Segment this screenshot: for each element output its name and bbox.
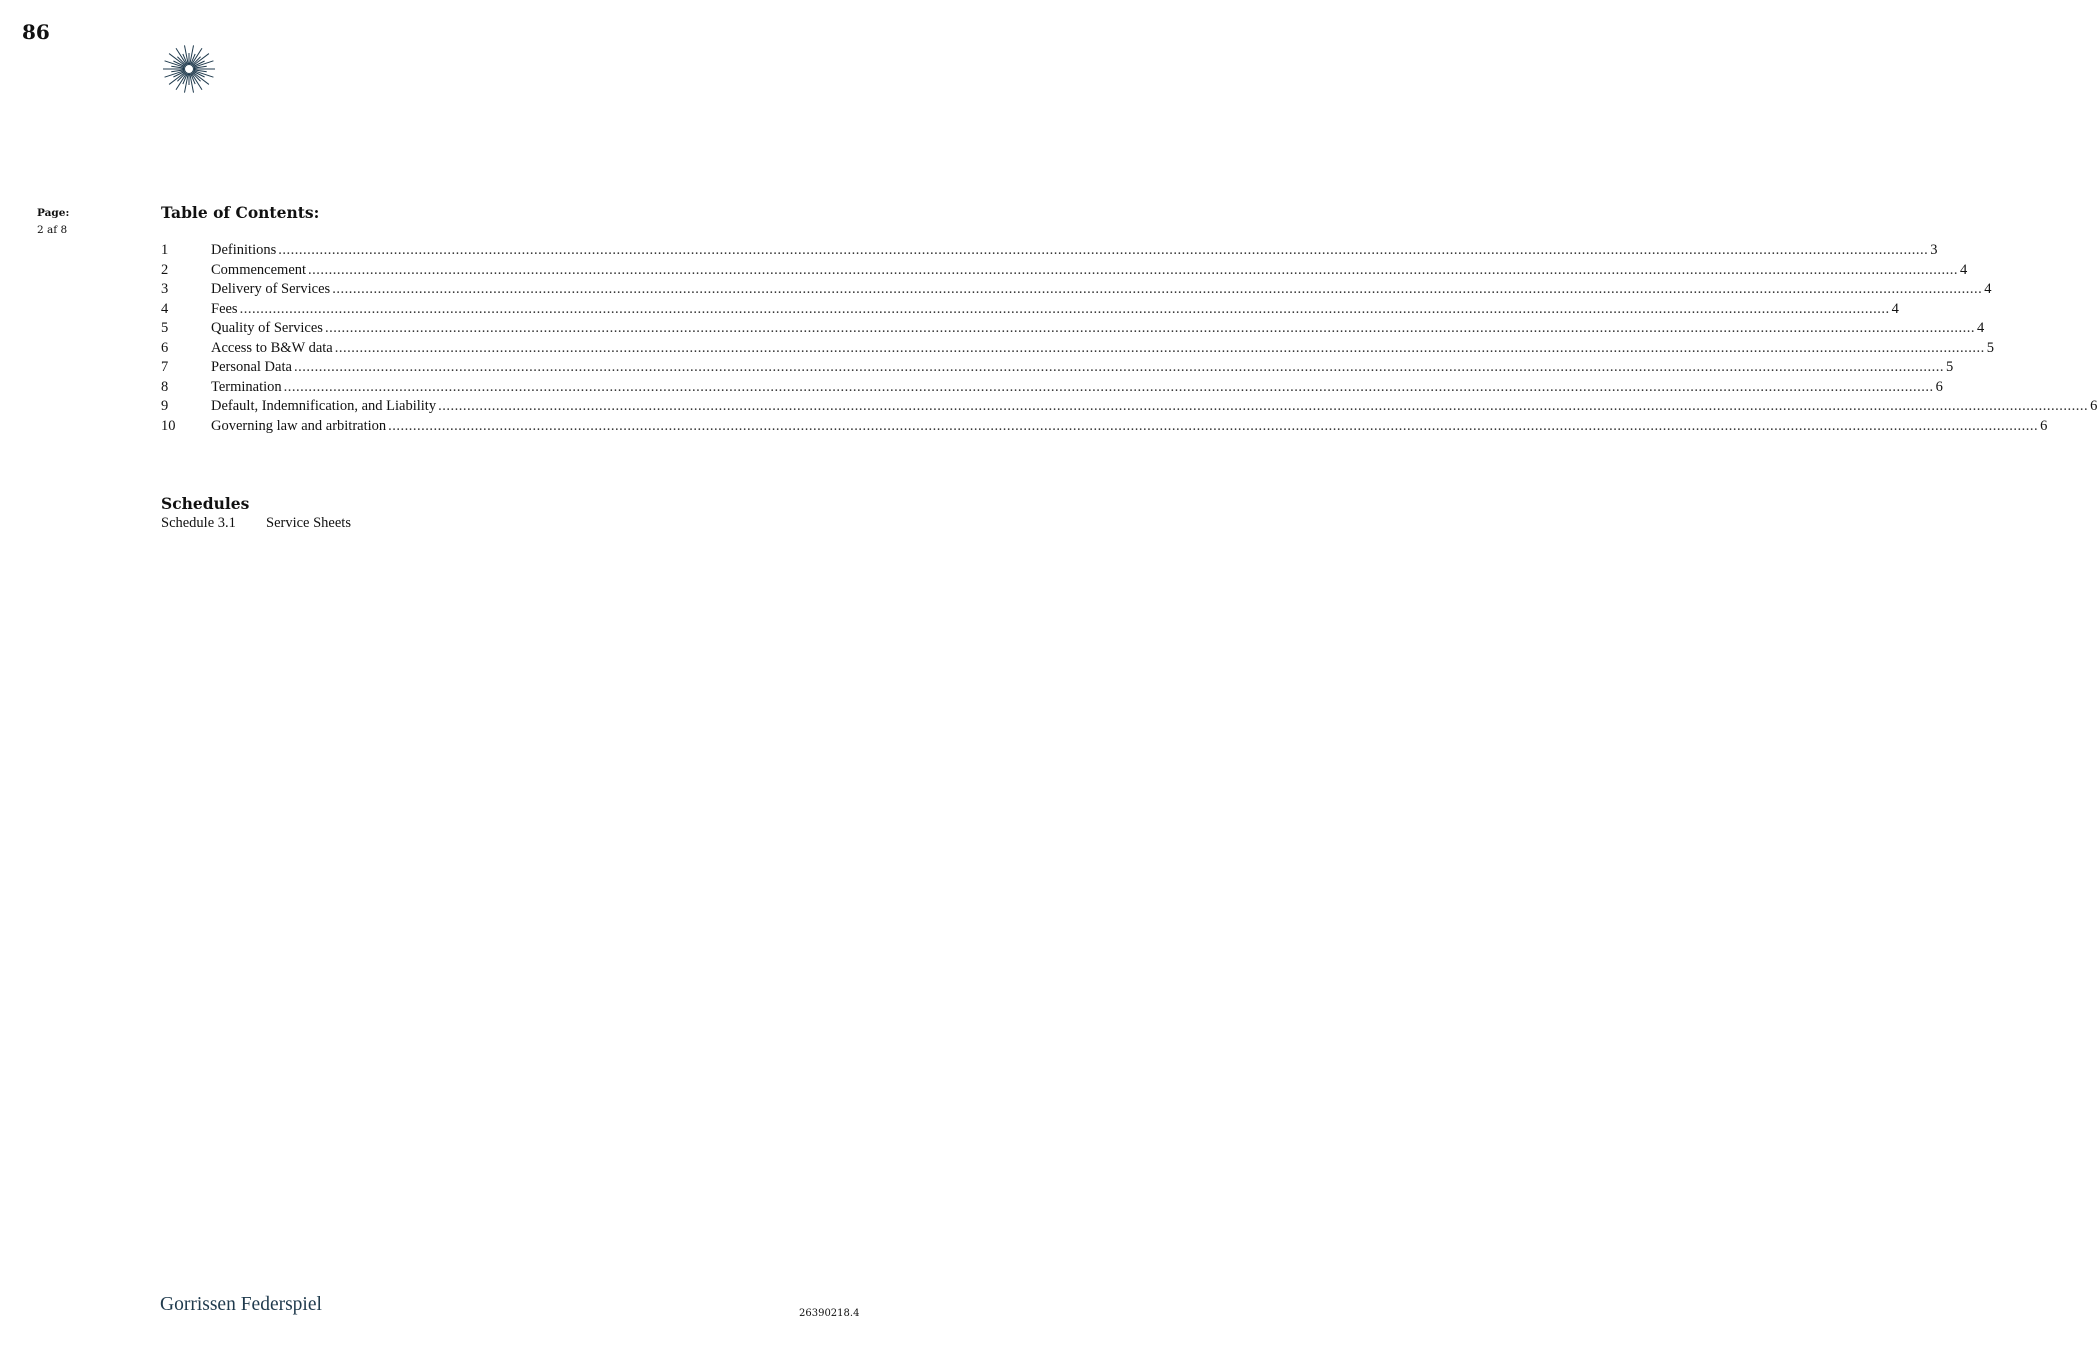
schedule-id: Schedule 3.1 [161, 515, 236, 531]
toc-leader-dots: ................................................................................................................................................................................................................................................................................................................................................................................................................ [388, 417, 2039, 434]
toc-entry-page: 3 [1930, 242, 1938, 258]
margin-page-value: 2 af 8 [37, 224, 68, 236]
toc-leader-dots: ................................................................................................................................................................................................................................................................................................................................................................................................................ [308, 261, 1959, 278]
toc-leader-dots: ................................................................................................................................................................................................................................................................................................................................................................................................................ [293, 359, 1944, 375]
toc-entry-page: 4 [1960, 261, 1968, 278]
toc-entry-number: 2 [161, 261, 169, 278]
toc-entry[interactable] [161, 242, 1938, 262]
margin-page-label: Page: [37, 207, 70, 219]
toc-leader-dots: ................................................................................................................................................................................................................................................................................................................................................................................................................ [278, 242, 1929, 258]
toc-entry-page: 6 [1935, 378, 1943, 395]
toc-entry-number: 5 [161, 320, 169, 336]
toc-entry-number: 10 [161, 417, 176, 434]
toc-entry-page: 6 [2090, 398, 2097, 414]
toc-entry-label: Quality of Services [211, 320, 323, 336]
toc-entry-number: 3 [161, 281, 169, 297]
toc-leader-dots: ................................................................................................................................................................................................................................................................................................................................................................................................................ [239, 300, 1890, 317]
page-number: 86 [22, 20, 50, 44]
toc-entry-label: Default, Indemnification, and Liability [211, 398, 437, 414]
toc-entry[interactable] [161, 398, 2097, 418]
toc-entry-number: 8 [161, 378, 169, 395]
toc-leader-dots: ................................................................................................................................................................................................................................................................................................................................................................................................................ [334, 339, 1985, 356]
schedule-label: Service Sheets [266, 515, 351, 531]
toc-title: Table of Contents: [161, 203, 320, 222]
toc-entry[interactable] [161, 261, 1968, 282]
schedules-title: Schedules [161, 494, 250, 513]
toc-entry[interactable] [161, 378, 1943, 399]
toc-leader-dots: ................................................................................................................................................................................................................................................................................................................................................................................................................ [438, 398, 2089, 414]
footer-brand: Gorrissen Federspiel [160, 1294, 322, 1315]
toc-entry[interactable] [161, 417, 2048, 438]
toc-entry[interactable] [161, 359, 1954, 379]
toc-entry[interactable] [161, 300, 1899, 321]
toc-entry-page: 5 [1986, 339, 1994, 356]
toc-leader-dots: ................................................................................................................................................................................................................................................................................................................................................................................................................ [324, 320, 1975, 336]
toc-entry-label: Definitions [211, 242, 277, 258]
toc-entry-number: 1 [161, 242, 169, 258]
toc-entry-number: 7 [161, 359, 169, 375]
toc-entry-page: 5 [1945, 359, 1954, 375]
toc-entry-number: 4 [161, 300, 169, 317]
document-reference: 26390218.4 [799, 1308, 860, 1319]
toc-list [161, 242, 2097, 437]
toc-leader-dots: ................................................................................................................................................................................................................................................................................................................................................................................................................ [283, 378, 1934, 395]
toc-entry-number: 9 [161, 398, 169, 414]
toc-entry-number: 6 [161, 339, 169, 356]
schedule-item[interactable] [161, 515, 351, 532]
toc-entry-label: Governing law and arbitration [211, 417, 387, 434]
toc-entry-page: 6 [2040, 417, 2048, 434]
toc-leader-dots: ................................................................................................................................................................................................................................................................................................................................................................................................................ [332, 281, 1983, 297]
toc-entry-label: Delivery of Services [211, 281, 331, 297]
toc-entry[interactable] [161, 320, 1985, 340]
toc-entry-label: Personal Data [211, 359, 292, 375]
toc-entry[interactable] [161, 339, 1994, 360]
toc-entry-page: 4 [1891, 300, 1899, 317]
toc-entry-label: Commencement [211, 261, 307, 278]
toc-entry-page: 4 [1976, 320, 1985, 336]
toc-entry-label: Fees [211, 300, 238, 317]
toc-entry-label: Access to B&W data [211, 339, 333, 356]
toc-entry-page: 4 [1984, 281, 1992, 297]
toc-entry-label: Termination [211, 378, 282, 395]
sunburst-icon [158, 42, 220, 96]
toc-entry[interactable] [161, 281, 1992, 301]
